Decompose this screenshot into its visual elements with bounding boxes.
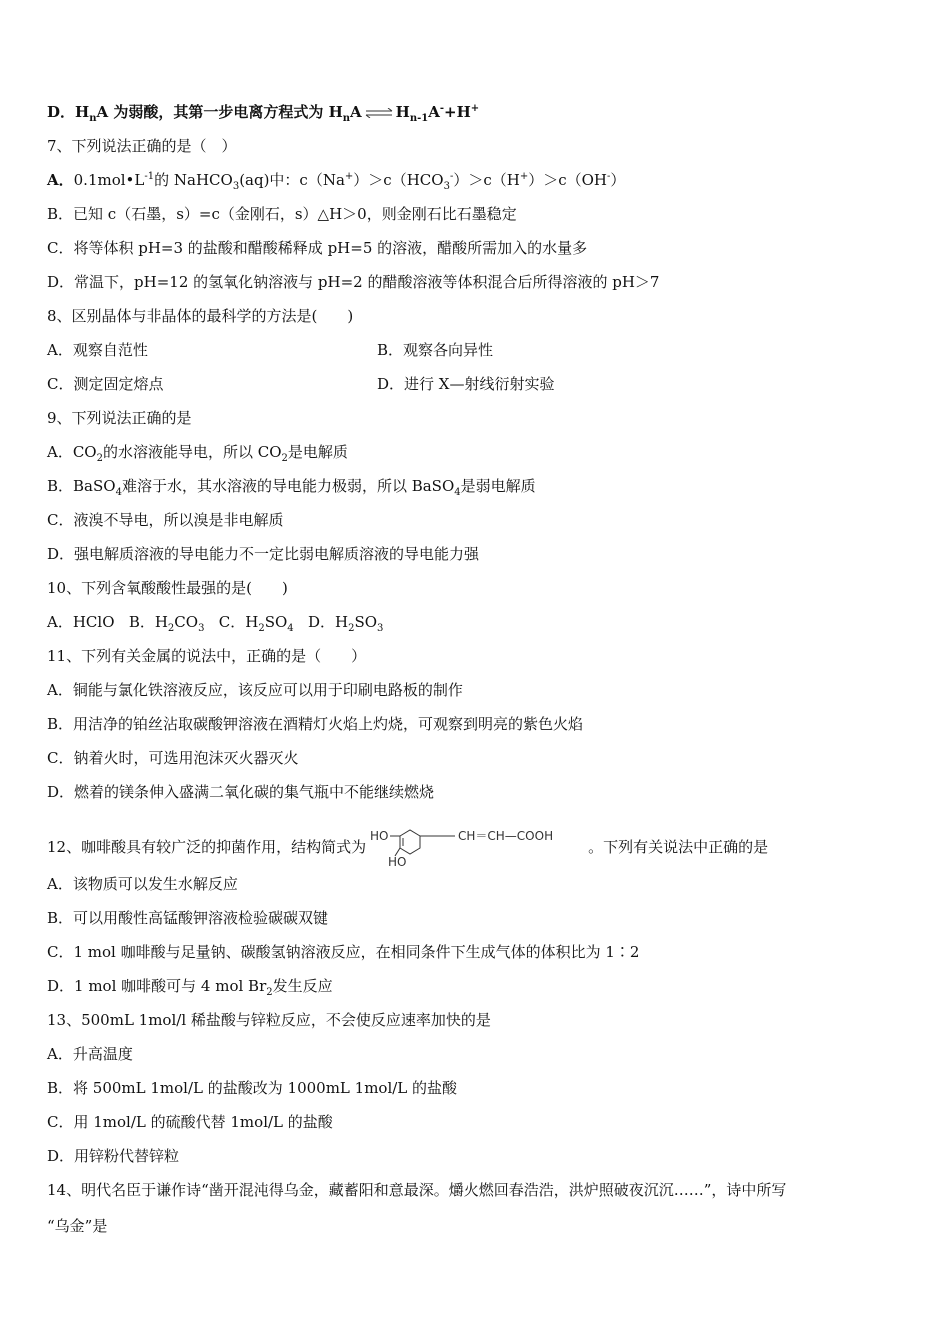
q9-stem: 9、下列说法正确的是	[47, 409, 192, 427]
q8-option-a: A．观察自范性	[47, 341, 148, 359]
q13-option-b: B．将 500mL 1mol/L 的盐酸改为 1000mL 1mol/L 的盐酸	[47, 1079, 458, 1097]
q7-option-c: C．将等体积 pH=3 的盐酸和醋酸稀释成 pH=5 的溶液，醋酸所需加入的水量多	[47, 239, 588, 257]
q14-stem-line1: 14、明代名臣于谦作诗“凿开混沌得乌金，藏蓄阳和意最深。爝火燃回春浩浩，洪炉照破夜沉沉……”，诗中所写	[47, 1181, 787, 1199]
q10-option-d: D．$H_2SO_3$	[307, 613, 384, 634]
q8-stem: 8、区别晶体与非晶体的最科学的方法是( )	[47, 307, 354, 325]
q10-stem: 10、下列含氧酸酸性最强的是( )	[47, 579, 288, 597]
q11-stem: 11、下列有关金属的说法中，正确的是（ ）	[47, 647, 367, 665]
svg-text:CH＝CH—COOH: CH＝CH—COOH	[458, 829, 554, 843]
q10-option-a: A．HClO	[47, 613, 115, 631]
q9-option-c: C．液溴不导电，所以溴是非电解质	[47, 511, 284, 529]
q13-option-d: D．用锌粉代替锌粒	[47, 1147, 180, 1165]
caffeic-acid-structure	[370, 828, 584, 868]
svg-text:HO: HO	[370, 829, 389, 843]
q12-option-a: A．该物质可以发生水解反应	[47, 875, 238, 893]
q7-option-b: B．已知 c（石墨，s）=c（金刚石，s）△H＞0，则金刚石比石墨稳定	[47, 205, 517, 223]
q13-option-c: C．用 1mol/L 的硫酸代替 1mol/L 的盐酸	[47, 1113, 333, 1131]
q14-stem-line2: “乌金”是	[47, 1217, 108, 1235]
q10-option-c: C．$H_2SO_4$	[218, 613, 294, 634]
q13-stem: 13、500mL 1mol/l 稀盐酸与锌粒反应，不会使反应速率加快的是	[47, 1011, 491, 1029]
q9-option-a: A．$CO_2$的水溶液能导电，所以 $CO_2$是电解质	[47, 443, 348, 464]
equilibrium-arrow-icon	[364, 108, 394, 118]
svg-text:HO: HO	[388, 855, 407, 868]
q11-option-c: C．钠着火时，可选用泡沫灭火器灭火	[47, 749, 299, 767]
q9-option-d: D．强电解质溶液的导电能力不一定比弱电解质溶液的导电能力强	[47, 545, 480, 563]
q10-option-b: B．$H_2CO_3$	[128, 613, 205, 634]
q11-option-a: A．铜能与氯化铁溶液反应，该反应可以用于印刷电路板的制作	[47, 681, 463, 699]
q7-option-d: D．常温下，pH=12 的氢氧化钠溶液与 pH=2 的醋酸溶液等体积混合后所得溶液的 pH＞7	[47, 273, 660, 291]
q12-stem: 12、咖啡酸具有较广泛的抑菌作用，结构简式为 HO HO CH＝CH—COOH 。下列有关说法中正确的是	[47, 829, 769, 868]
q8-option-c: C．测定固定熔点	[47, 375, 164, 393]
q9-option-b: B．BaSO$_4$难溶于水，其水溶液的导电能力极弱，所以 BaSO$_4$是弱电解质	[47, 477, 536, 498]
q13-option-a: A．升高温度	[47, 1045, 133, 1063]
q7-option-a: A．$0.1mol•L^{-1}$的 NaHCO$_3$(aq)中：$c(Na^+)>c(HCO_3^-)>c(H^+)>c(OH^-)$	[47, 171, 626, 192]
q10-options	[47, 612, 383, 632]
weak-acid-option-d: D．$H_nA$ 为弱酸，其第一步电离方程式为 $H_nA$ $H_{n-1}A^-+H^+$	[47, 103, 480, 124]
q11-option-d: D．燃着的镁条伸入盛满二氧化碳的集气瓶中不能继续燃烧	[47, 783, 435, 801]
q12-option-b: B．可以用酸性高锰酸钾溶液检验碳碳双键	[47, 909, 329, 927]
q12-option-c: C．1 mol 咖啡酸与足量钠、碳酸氢钠溶液反应，在相同条件下生成气体的体积比为 1∶2	[47, 943, 640, 961]
q7-stem: 7、下列说法正确的是（ ）	[47, 137, 237, 155]
q11-option-b: B．用洁净的铂丝沾取碳酸钾溶液在酒精灯火焰上灼烧，可观察到明亮的紫色火焰	[47, 715, 584, 733]
q8-option-d: D．进行 X—射线衍射实验	[377, 375, 555, 393]
q8-option-b: B．观察各向异性	[377, 341, 494, 359]
q12-option-d: D．1 mol 咖啡酸可与 4 mol $Br_2$发生反应	[47, 977, 333, 998]
